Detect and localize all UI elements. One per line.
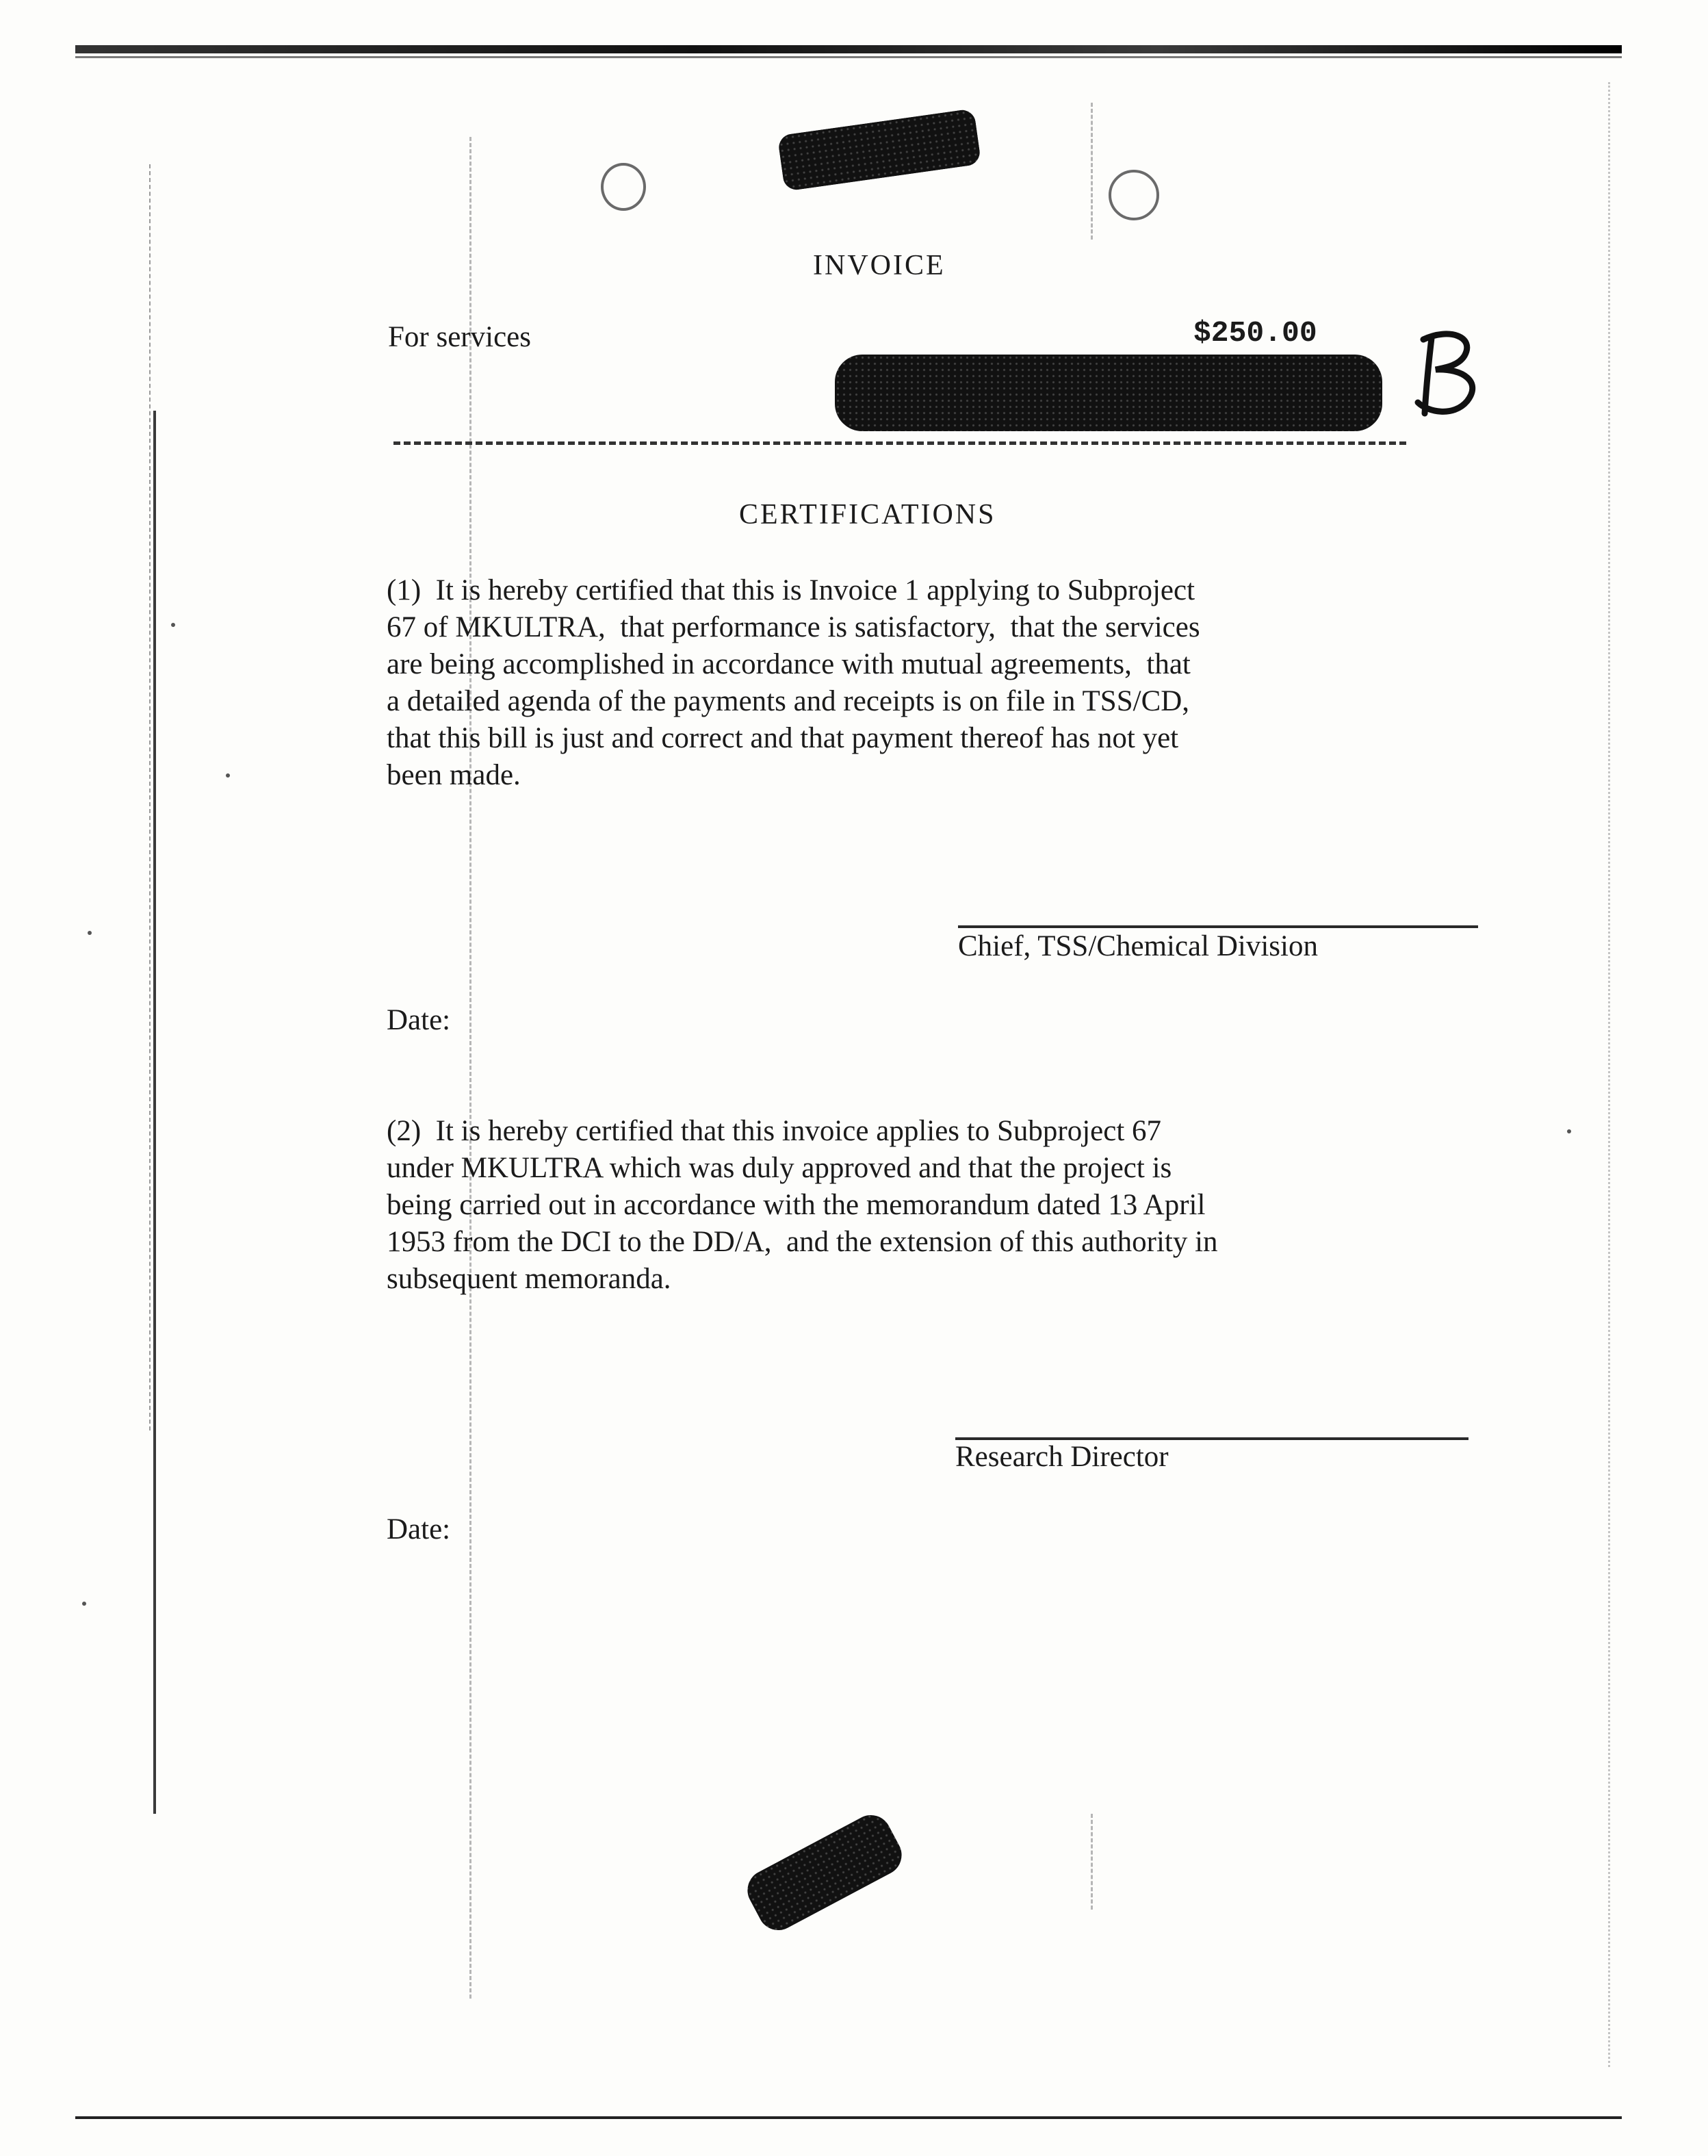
- date-label-2: Date:: [387, 1513, 451, 1545]
- certifications-heading: CERTIFICATIONS: [739, 499, 996, 530]
- redaction-payee: [835, 355, 1382, 431]
- scan-right-edge: [1608, 82, 1610, 2067]
- scan-left-edge: [153, 411, 156, 1814]
- cert2-line: (2) It is hereby certified that this invoice applies to Subproject 67: [387, 1115, 1162, 1147]
- scan-guide-bottom: [1091, 1814, 1093, 1910]
- redaction-bottom: [740, 1808, 909, 1937]
- punch-hole-left: [601, 163, 646, 211]
- punch-hole-right: [1109, 170, 1159, 220]
- service-label: For services: [388, 321, 531, 353]
- scan-bottom-edge: [75, 2116, 1622, 2119]
- cert1-line: 67 of MKULTRA, that performance is satisfactory, that the services: [387, 611, 1200, 643]
- scan-top-edge-shadow: [75, 56, 1622, 58]
- handwritten-mark: [1408, 327, 1490, 423]
- cert1-line: that this bill is just and correct and that payment thereof has not yet: [387, 722, 1179, 754]
- signature-line-1: [958, 925, 1478, 928]
- scan-speck: [88, 931, 92, 935]
- scan-guide-top: [1091, 103, 1093, 240]
- certification-2-text: [387, 1113, 1218, 1298]
- redaction-top: [777, 108, 982, 192]
- invoice-divider: [393, 441, 1406, 445]
- cert1-line: are being accomplished in accordance with mutual agreements, that: [387, 648, 1191, 680]
- invoice-title: INVOICE: [813, 250, 946, 281]
- signatory-2: Research Director: [955, 1441, 1169, 1473]
- certification-1-text: [387, 572, 1200, 794]
- cert2-line: under MKULTRA which was duly approved and that the project is: [387, 1152, 1172, 1184]
- cert2-line: 1953 from the DCI to the DD/A, and the extension of this authority in: [387, 1226, 1218, 1258]
- scan-top-edge: [75, 45, 1622, 53]
- scan-speck: [226, 773, 230, 778]
- scan-speck: [82, 1602, 86, 1606]
- date-label-1: Date:: [387, 1004, 451, 1036]
- cert2-line: being carried out in accordance with the memorandum dated 13 April: [387, 1189, 1206, 1221]
- signatory-1: Chief, TSS/Chemical Division: [958, 930, 1318, 962]
- cert1-line: a detailed agenda of the payments and receipts is on file in TSS/CD,: [387, 685, 1190, 717]
- scan-left-guide: [149, 164, 152, 1430]
- cert1-line: been made.: [387, 759, 521, 791]
- scan-speck: [171, 623, 175, 627]
- scan-guide-left: [469, 137, 471, 1999]
- scan-speck: [1567, 1129, 1571, 1133]
- cert1-line: (1) It is hereby certified that this is Invoice 1 applying to Subproject: [387, 574, 1195, 606]
- invoice-amount: $250.00: [1193, 316, 1317, 350]
- cert2-line: subsequent memoranda.: [387, 1263, 671, 1295]
